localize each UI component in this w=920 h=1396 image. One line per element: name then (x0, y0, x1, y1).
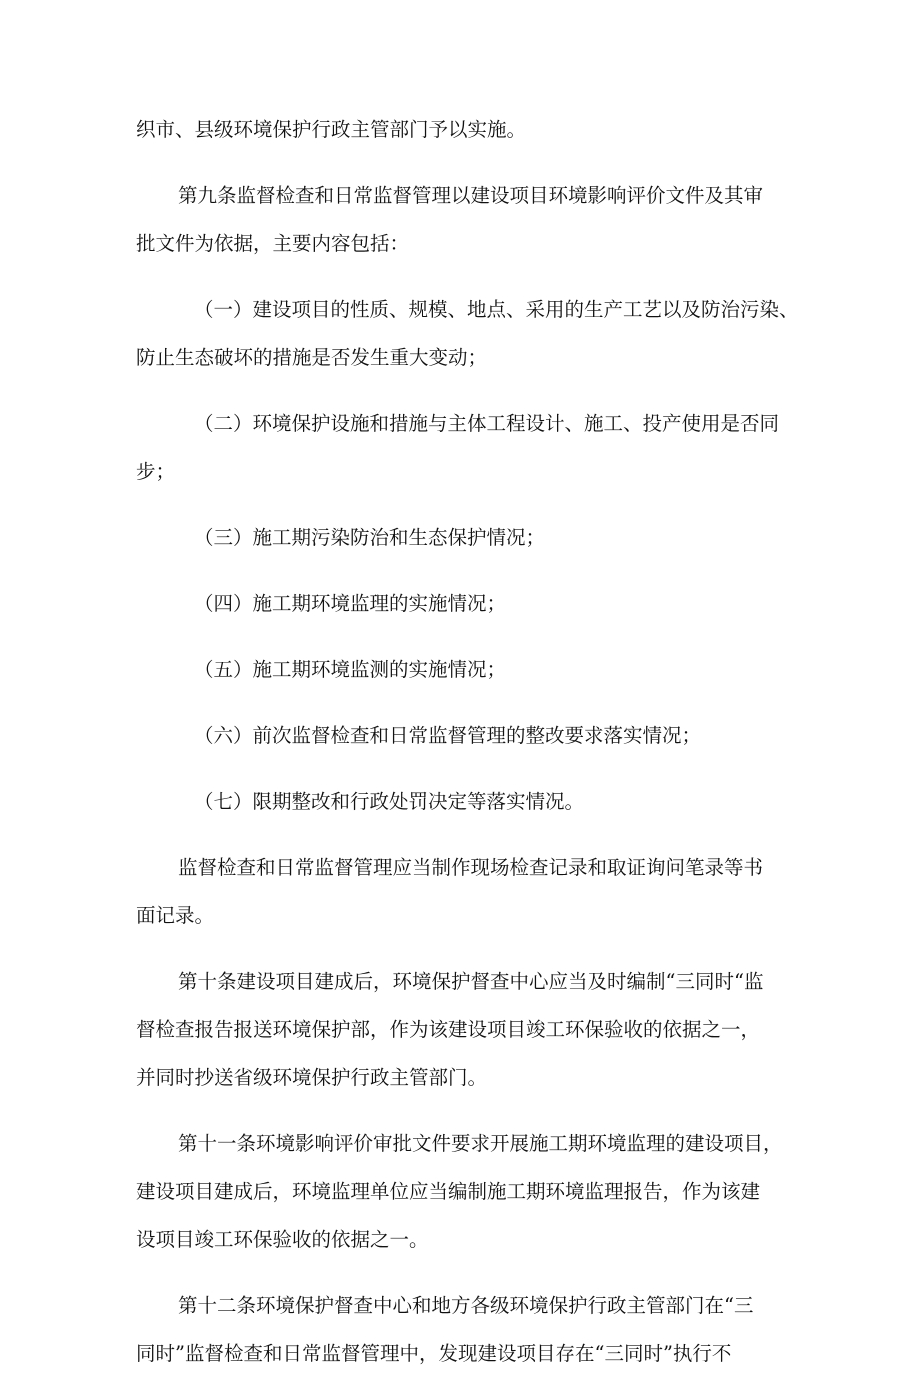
paragraph-article-11 (0, 1120, 920, 1264)
paragraph-line: 面记录。 (136, 904, 215, 927)
paragraph-line: 第十二条环境保护督查中心和地方各级环境保护行政主管部门在“三 (178, 1294, 754, 1317)
paragraph-line: 批文件为依据，主要内容包括： (136, 232, 410, 255)
paragraph-line: （四）施工期环境监理的实施情况； (194, 592, 507, 615)
paragraph-line: （五）施工期环境监测的实施情况； (194, 658, 507, 681)
paragraph-line: （一）建设项目的性质、规模、地点、采用的生产工艺以及防治污染、 (194, 298, 799, 321)
paragraph-line: 织市、县级环境保护行政主管部门予以实施。 (136, 118, 527, 141)
paragraph-records (0, 844, 920, 940)
paragraph-line: 并同时抄送省级环境保护行政主管部门。 (136, 1066, 488, 1089)
paragraph-line: 设项目竣工环保验收的依据之一。 (136, 1228, 429, 1251)
list-item-7 (0, 778, 920, 826)
list-item-1 (0, 286, 920, 382)
paragraph-line: 第十条建设项目建成后，环境保护督查中心应当及时编制“三同时“监 (178, 970, 764, 993)
paragraph-line: 同时”监督检查和日常监督管理中，发现建设项目存在“三同时”执行不 (136, 1342, 732, 1365)
paragraph-article-10 (0, 958, 920, 1102)
paragraph-line: 督检查报告报送环境保护部，作为该建设项目竣工环保验收的依据之一， (136, 1018, 761, 1041)
paragraph-line: 防止生态破坏的措施是否发生重大变动； (136, 346, 488, 369)
paragraph-line: （三）施工期污染防治和生态保护情况； (194, 526, 546, 549)
paragraph-line: 第十一条环境影响评价审批文件要求开展施工期环境监理的建设项目， (178, 1132, 783, 1155)
paragraph-line: （六）前次监督检查和日常监督管理的整改要求落实情况； (194, 724, 702, 747)
paragraph-continuation (0, 106, 920, 154)
paragraph-line: 监督检查和日常监督管理应当制作现场检查记录和取证询问笔录等书 (178, 856, 764, 879)
paragraph-line: 步； (136, 460, 176, 483)
list-item-6 (0, 712, 920, 760)
paragraph-line: （七）限期整改和行政处罚决定等落实情况。 (194, 790, 585, 813)
paragraph-article-9 (0, 172, 920, 268)
list-item-2 (0, 400, 920, 496)
paragraph-article-12 (0, 1282, 920, 1378)
list-item-4 (0, 580, 920, 628)
paragraph-line: （二）环境保护设施和措施与主体工程设计、施工、投产使用是否同 (194, 412, 780, 435)
paragraph-line: 第九条监督检查和日常监督管理以建设项目环境影响评价文件及其审 (178, 184, 764, 207)
paragraph-line: 建设项目建成后，环境监理单位应当编制施工期环境监理报告，作为该建 (136, 1180, 761, 1203)
document-body (0, 106, 920, 1396)
list-item-3 (0, 514, 920, 562)
list-item-5 (0, 646, 920, 694)
